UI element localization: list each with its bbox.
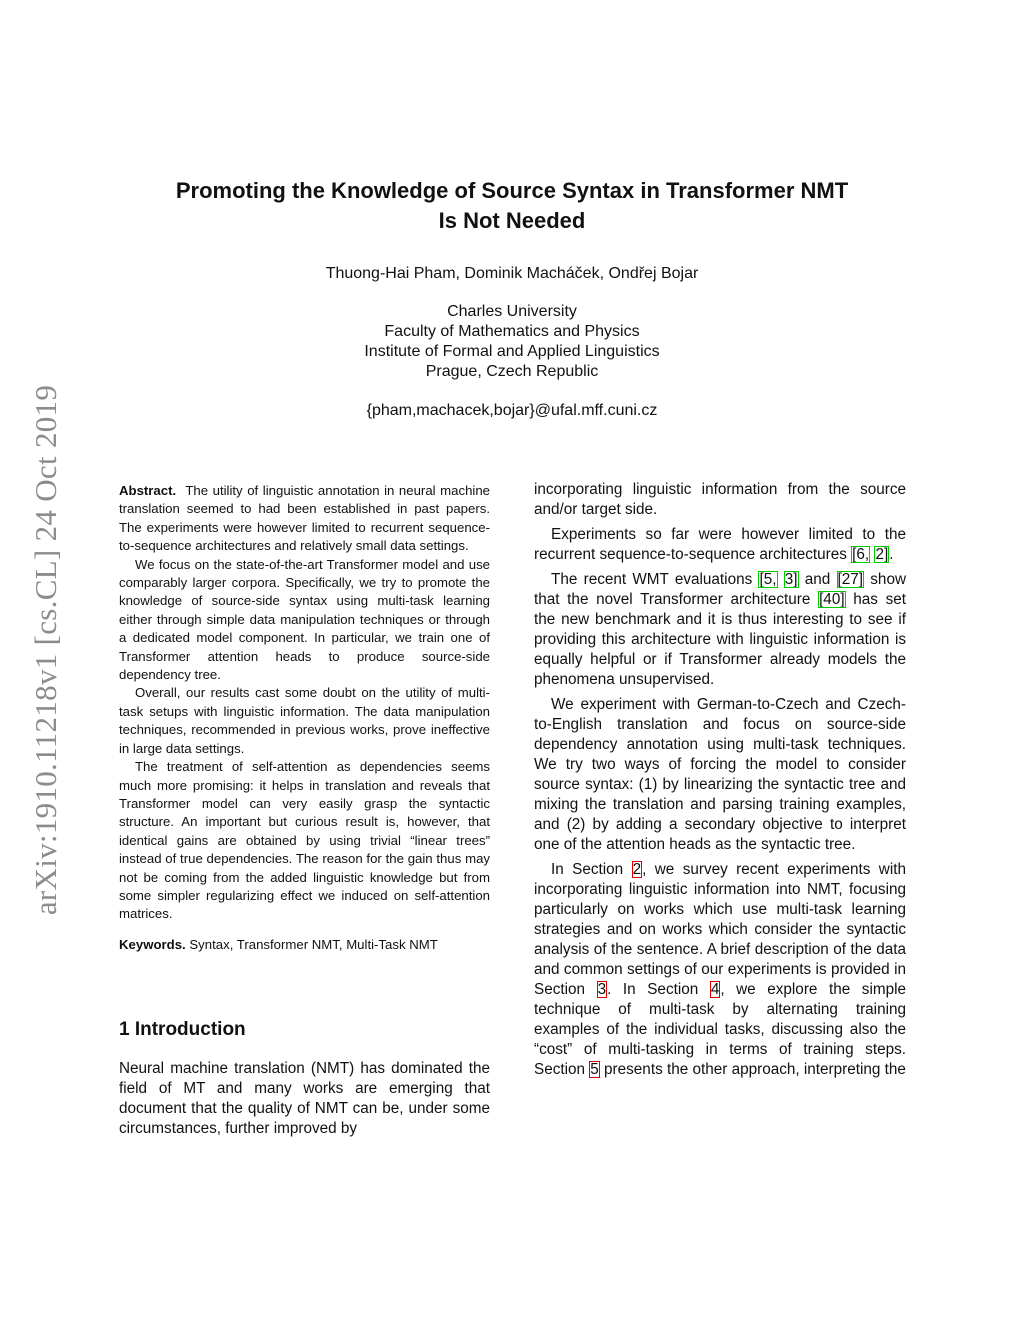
text-span: . In Section xyxy=(607,981,710,998)
abstract-column xyxy=(119,482,490,954)
text-span: presents the other approach, interpreting the xyxy=(599,1061,906,1078)
abstract-paragraph-3: Overall, our results cast some doubt on the utility of multi-task setups with linguistic information. The data manipulation techniques, recommended in previous works, prove ineffective in large data settings. xyxy=(119,685,490,756)
keywords-label: Keywords. xyxy=(119,936,186,952)
title-line-1: Promoting the Knowledge of Source Syntax in Transformer NMT xyxy=(175,178,849,203)
arxiv-identifier[interactable]: arXiv:1910.11218v1 [cs.CL] 24 Oct 2019 xyxy=(28,384,63,916)
right-paragraph-4: We experiment with German-to-Czech and Czech-to-English translation and focus on source-side dependency annotation using multi-task techniques. We try two ways of forcing the model to consider source syntax: (1) by linearizing the syntactic tree and mixing the translation and parsing training examples, and (2) by adding a secondary objective to interpret one of the attention heads as the syntactic tree. xyxy=(534,696,906,853)
section-heading-introduction: 1 Introduction xyxy=(119,1019,246,1040)
abstract-paragraph-2: We focus on the state-of-the-art Transformer model and use comparably larger corpora. Specifically, we try to promote the knowledge of source-side syntax using multi-task learning either through simple data manipulation techniques or through a dedicated model component. In particular, we train one of Transformer attention heads to produce source-side dependency tree. xyxy=(119,556,490,683)
text-span: Experiments so far were however limited to the recurrent sequence-to-sequence architectures xyxy=(534,526,906,563)
right-paragraph-3 xyxy=(534,570,906,690)
text-span: In Section xyxy=(551,861,632,878)
right-paragraph-1: incorporating linguistic information from the source and/or target side. xyxy=(534,481,906,518)
citation-link-6[interactable]: [6, xyxy=(852,546,870,563)
text-span: The recent WMT evaluations xyxy=(551,571,759,588)
text-span: , we survey recent experiments with incorporating linguistic information into NMT, focusing particularly on works which use multi-task learning strategies and on works which consider the syntactic analysis of the sentence. A brief description of the data and common settings of our experiments is provided in Section xyxy=(534,861,907,998)
section-ref-3[interactable]: 3 xyxy=(597,981,607,998)
abstract-text-1: The utility of linguistic annotation in neural machine translation seemed to had been established in past papers. The experiments were however limited to recurrent sequence-to-sequence architectures and relatively small data settings. xyxy=(119,483,490,554)
citation-link-3[interactable]: 3] xyxy=(784,571,798,588)
keywords-text: Syntax, Transformer NMT, Multi-Task NMT xyxy=(189,936,438,952)
text-span: show that the novel Transformer architecture xyxy=(534,571,906,608)
text-span: , we explore the simple technique of multi-task by alternating training examples of the individual tasks, discussing also the “cost” of multi-tasking in terms of training steps. Section xyxy=(534,981,906,1078)
intro-column-left xyxy=(119,1059,490,1139)
section-ref-4[interactable]: 4 xyxy=(710,981,720,998)
section-ref-5[interactable]: 5 xyxy=(590,1061,599,1078)
affiliation-university: Charles University xyxy=(447,303,577,320)
text-span: . xyxy=(889,546,894,563)
affiliation-block xyxy=(112,302,912,382)
citation-link-40[interactable]: [40] xyxy=(819,591,845,608)
affiliation-location: Prague, Czech Republic xyxy=(425,363,599,380)
section-ref-2[interactable]: 2 xyxy=(632,861,642,878)
intro-column-right xyxy=(534,480,906,1085)
right-paragraph-2 xyxy=(534,525,906,565)
paper-title xyxy=(112,176,912,236)
affiliation-faculty: Faculty of Mathematics and Physics xyxy=(384,323,640,340)
title-line-2: Is Not Needed xyxy=(438,208,586,233)
abstract-paragraph-4: The treatment of self-attention as dependencies seems much more promising: it helps in translation and reveals that Transformer model can very easily grasp the syntactic structure. An important but curious result is, however, that identical gains are obtained by using trivial “linear trees” instead of true dependencies. The reason for the gain thus may not be coming from the added linguistic knowledge but from some simpler regularizing effect we induced on self-attention matrices. xyxy=(119,759,490,922)
citation-link-27[interactable]: [27] xyxy=(837,571,864,588)
abstract-label: Abstract. xyxy=(119,483,177,498)
right-paragraph-5 xyxy=(534,860,906,1080)
text-span: has set the new benchmark and it is thus interesting to see if providing this architecture with linguistic information is equally helpful or if Transformer already models the phenomena unsupervised. xyxy=(534,591,906,688)
intro-paragraph-1: Neural machine translation (NMT) has dominated the field of MT and many works are emerging that document that the quality of NMT can be, under some circumstances, further improved by xyxy=(119,1060,490,1137)
abstract-paragraph-1 xyxy=(119,482,490,556)
affiliation-institute: Institute of Formal and Applied Linguistics xyxy=(364,343,660,360)
text-span: and xyxy=(798,571,837,588)
citation-link-2[interactable]: 2] xyxy=(875,546,889,563)
citation-link-5[interactable]: [5, xyxy=(759,571,777,588)
keywords-line xyxy=(119,936,490,954)
author-list: Thuong-Hai Pham, Dominik Macháček, Ondřej Bojar xyxy=(325,265,699,282)
author-emails: {pham,machacek,bojar}@ufal.mff.cuni.cz xyxy=(366,402,658,419)
